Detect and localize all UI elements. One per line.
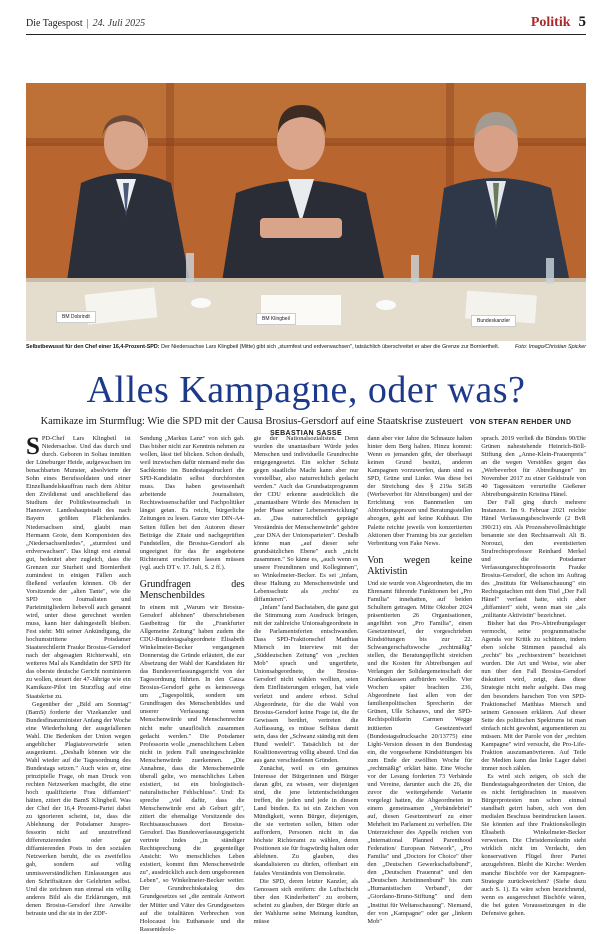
issue-date: 24. Juli 2025 (92, 17, 146, 29)
article-paragraph: Und sie wurde von Abgeordneten, die im Ehrenamt führende Funktionen bei „Pro Familia" innehatten, auf beiden Schultern getragen. Mitte Oktober 2024 präsentierten 26 Organisationen, angeführt von „Pro Familia", einen Gesetzentwurf, der vorgeschrieben Kindstötungen bis zur 22. Schwangerschaftswoche „rechtmäßig" stellen, die Beratungspflicht streichen und die Kosten für Abtreibungen auf Verlangen der Solidargemeinschaft der Krankenkassen aufbürden wollte. Vier Wochen später brachten 236, Abgeordnete fast allen von der familienpolitischen Sprecherin der Grünen, Ulle Schauws, und der SPD-Rechtspolitikerin Carmen Wegge initiierten Gesetzentwurf (Bundestagsdrucksache 20/13775) eine Light-Version dessen in den Bundestag ein, die vorgesehene Kindstötungen bis zum Ende der zwölften Woche für „rechtmäßig" erklärt hätte. Eine Woche vor der Lesung forderten 73 Verbände und Vereine, darunter auch die 26, die zuvor die weitergehende Variante vorgelegt hatten, die Abgeordneten in einem gemeinsamen „Verbändebrief" auf, diesen Gesetzentwurf zu einer Mehrheit im Parlament zu verhelfen. Die Unterzeichner des Appells reichen von „International Planned Parenthood Federation/ European Network", „Pro Familia" und „Doctors for Choice" über den „Deutschen Gewerkschaftsbund", den „Deutschen Frauenrat" und den „Deutschen Juristinnenbund" bis zum „Humanistischen Verband", der „Giordano-Bruno-Stiftung" und dem „Institut für Weltanschauung". Niemand, der von „Kampagne" oder gar „linkem Mob" (367, 579, 473, 925)
masthead (26, 14, 586, 32)
page-number: 5 (578, 14, 586, 30)
masthead-rule (26, 34, 586, 35)
newspaper-page (26, 0, 586, 933)
article-column-5 (481, 435, 586, 917)
subheading: Von wegen keine Aktivistin (367, 554, 473, 577)
article-column-4 (367, 435, 473, 925)
subheadline-text: Kamikaze im Sturmflug: Wie die SPD mit der Causa Brosius-Gersdorf auf eine Staatskrise zusteuert (40, 416, 464, 427)
article-paragraph: Sendung „Markus Lanz" von sich gab. Das bisher nicht zur Kenntnis nehmen zu wollen, lässt tief blicken. Schon deshalb, weil inzwischen dafür niemand mehr das Sachkonto im Bundestagsdruckeri die SPD-Kandidatin selbst durchforsten muss. Das haben gewissenhaft arbeitende Journalisten, Rechtswissenschaftler und Fachpolitiker längst getan. Es reicht, bürgerliche Zeitungen zu lesen. Ganze vier DIN-A4-Seiten füllen bei den Autoren dieser Beiträge die Zitate und nachgeprüften Fundstellen, die Brosius-Gersdorf als ungeeignet für das ihr angebotene Richteramt erscheinen lassen müssen (vgl. auch DT v. 17. Juli, S. 2 ff.). (139, 435, 245, 571)
article-paragraph: Zunächst, weil es ein genuines Interesse der Bürgerinnen und Bürger daran gibt, zu wissen, wer diejenigen sind, die jene letztentscheidungen treffen, die jeden und jede in diesem Land binden. Es ist ein Zeichen von Mündigkeit, wenn Bürger, diejenigen, die sie vertreten sollen, bitten oder auffordern, Personen nicht in das höchste Richteramt zu wählen, deren Positionen sie für fragwürdig halten oder ablehnen. Zu glauben, dies skandalisieren zu dürfen, offenbart ein fatales Verständnis von Demokratie. (253, 764, 359, 877)
caption-text: Der Niedersachse Lars Klingbeil (Mitte) gibt sich „sturmfest und erdverwachsen", tatsächlich überschreitet er aber die Grenze zur Bornierthelt. (161, 344, 500, 350)
article-paragraph: Bisher hat das Pro-Abtreibungslager vermocht, seine programmatische Agenda vor Kritik zu schützen, indem eben solche Stimmen pauschal als „rechts" bis „rechtsextrem" bezeichnet wurden. Die Art und Weise, wie aber nun über den Fall Brosius-Gersdorf diskutiert wird, zeigt, dass diese Strategie nicht mehr aufgeht. Das mag den besonders harschen Ton von SPD-Fraktionschef Matthias Miersch und seinem Genossen erklären. Auf dieser Seite des politischen Spektrums ist man einfach nicht gewohnt, argumentieren zu müssen. Mit der Parole von der „rechten Kampagne" wird versucht, die Pro-Life-Fraktion auszumanövrieren. Auf Teile der Medien kann das linke Lager dabei immer noch zählen. (481, 620, 586, 772)
paper-name: Die Tagespost (26, 17, 83, 29)
article-paragraph: „Infam" fand Bachstaben, die ganz gut die Stimmung zum Ausdruck bringen, mit der zahlreiche Unionsabgeordnete in die Parlamentsferien entschwanden. Dass SPD-Fraktionschef Matthias Miersch im Interview mit der „Süddeutschen Zeitung" von „rechten Mob" sprach und ungerührte, Unionsabgeordnete, die Brosius-Gersdorf nicht wählen wollten, seien dem Einflüsterungen erlegen, hat viele verletzt und andere erbost. Schul Abgeordnete, für die die Wahl von Brosius-Gersdorf keine Frage ist, die ihr Gewissen berührt, vertreten die Auffassung, es müsse Selbäus damit sein, dass der „Schwanz ständig mit dem Hund wedelt". Tatsächlich ist der Koalitionsvertrag völlig absurd. Und das aus ganz verschiedenen Gründen. (253, 603, 359, 764)
article-paragraph: Es wird sich zeigen, ob sich die Bundestagsabgeordneten der Union, die es nicht fertigbrachten in massiven Bürgerprotesten nun schon einmal standhaft geirrt haben, sich von den medialen Beschuss beeindrucken lassen. Sie könnten auf ihre Fraktionskollegin Elisabeth Winkelmeier-Becker verweisen. Die Christdemokratin steht wirklich nicht im Verdacht, den konservativen Flügel ihrer Partei anzugehören. Bleibt die Kirche: Werden manche Bischöfe vor der Kampagnen-Strategie zurückweichen? (Siehe dazu auch S. 1). Es wäre schon bezeichnend, wenn es ausgerechnet Bischöfe wären, die bei guten Voraussetzungen in die Defensive gehen. (481, 772, 586, 917)
article-columns (26, 433, 586, 933)
article-paragraph: sprach. 2019 verließ die Bündnis 90/Die Grünen nahestehende Heinrich-Böll-Stiftung den „Anne-Klein-Frauenpreis" an die wegen Verstößes gegen das „Werbeverbot für Abtreibungen" im November 2017 zu einer Geldstrafe von 40 Tagessätzen verurteilte Gießener Abtreibungsärztin Kristina Hänel. (481, 435, 586, 499)
paragraph-text: PD-Chef Lars Klingbeil ist Niedersachse. Und das durch und durch. Geboren in Soltau inmitten der Lüneburger Heide, aufgewachsen im benachbarten Munster, absolvierte der Sohn eines Berufssoldaten und einer Einzelhandelskauffrau nach dem Abitur den Zivildienst und anschließend das Studium der Politikwissenschaft in Hannover. Landeshauptstadt des nach Bayern größten Flächenlandes. Niedersachsen sind, glaubt man Hermann Grote, dem Komponisten des „Niedersachsenliedes", „sturmfest und erdverwachsen". Das klingt erst einmal gut, bedeutet aber zugleich, dass die Grenzen zur Sturheit und Borniertheit zumindest in einigen Fällen auch fließend verlaufen können. Ob der Vorsitzende der „alten Tante", wie die SPD von Journalisten und Parteimitgliedern liebevoll auch genannt wird, unter diese gerechnet werden muss, kann hier dahingestellt bleiben. Fest steht: Mit seiner Ankündigung, die hochumstrittene Potsdamer Staatsrechtlerin Frauke Brosius-Gersdorf nach der abgesagten Richterwahl, ein weiteres Mal als Kandidatin der SPD für das oberste deutsche Gericht nominieren zu wollen, steuert der 47-Jährige wie ein Kamikaze-Pilot im Sturzflug auf eine Staatskrise zu. (26, 435, 131, 700)
article-paragraph: Gegenüber der „Bild am Sonntag" (BamS) forderte der Vizekanzler und Bundesfinanzminister Anfang der Woche eine Wiederholung der ausgefallenen Wahl. Die Bedenken der Union wegen angeblicher Plagiatsvorwürfe seien ausgeräumt. „Deshalb können wir die Wahl wieder auf die Tagesordnung des Bundestags setzen." Auch wies er, eine prinzipielle Frage, ob man Druck von rechten Netzwerken machgibt, die eine hoch qualifizierte Frau diffamiert" hätten, zitiert die BamS Klingbeil. Was der Chef der 16,4 Prozent-Partei dabei zu ignorieren scheint, ist, dass die Ablehnung der Potsdamer Juraprofessorin nicht auf unzutreffend differenzierenden oder gar diffamierenden Posts in den sozialen Netzwerken beruht, die es zweifellos gab, sondern auf völlig unmissverständlichen Einlassungen aus den Schriftsätzen der Gelehrten selbst. Und die zeichnen nun einmal ein völlig anderes Bild als die Erklärungen, mit denen Brosius-Gersdorf ihre Anwälte betraute und die sie in der ZDF- (26, 700, 131, 917)
subheading: Grundfragen des Menschenbildes (139, 578, 245, 601)
article-paragraph: dann aber vier Jahre die Schnauze halten hinter dem Berg halten. Hinzu kommt: Wenn es jemanden gibt, der überhaupt keinen Grund besitzt, anderen Kampagnen vorzuwerfen, dann sind es SPD, Grüne und Linke. Was diese bei der Streichung des § 219a StGB (Werbeverbot für Abtreibungen) und der Errichtung von Bannmeilen um Abtreibungspraxen und Beratungsstellen abzogen, geht auf keine Kuhhaut. Die Palette reichte jeweils von konzertierten Aktionen über Framing bis zur gezielten Verbreitung von Fake News. (367, 435, 473, 547)
article-paragraph (26, 435, 131, 701)
article-column-2 (139, 435, 245, 933)
article-paragraph: Die SPD, deren letzter Kanzler, als Genossen sich ereifern: die Luftschicht über den Kinderbetten" zu erobern, scheint zu glauben, der Bürger dürfe an der Wahlurne seine Meinung kundtun, müsse (253, 877, 359, 925)
drop-cap: S (26, 433, 40, 460)
article-column-1 (26, 433, 131, 917)
article-paragraph: In einem mit „Warum wir Brosius-Gersdorf ablehnen" überschriebenen Gastbeitrag für die „Frankfurter Allgemeine Zeitung" haben zudem die CDU-Bundestagsabgeordnete Elisabeth Winkelmeier-Becker vergangenen Donnerstag die Gründe erläutert, die zur Absetzung der Wahl der Kandidaten für das Bundesverfassungsgericht von der Tagesordnung führten. In den Causa Brosius-Gersdorf gehe es keineswegs um „Tagespolitik, sondern um Grundfragen des Menschenbildes und unserer Verfassung: wenn Menschenwürde und Menschenrechte nicht mehr unauflöslich zusammen gedacht werden." Die Potsdamer Professorin wolle „menschlichem Leben nicht in jedem Fall uneingeschränkte Menschenwürde zuerkennen. „Die Annahme, dass die Menschenwürde überall gelte, wo menschliches Leben existiert, ist ein biologistisch-naturalistischer Fehlschluss". Und: Es spreche „viel dafür, dass die Menschenwürde erst ab Geburt gilt", zitiert die ehemalige Vorsitzende des Rechtsausschusses dort Brosius-Gersdorf. Das Bundesverfassungsgericht vertrete indes „in ständiger Rechtsprechung die gegenteilige Ansicht: Wo menschliches Leben existiert, kommt ihm Menschenwürde zu", ausdrücklich auch dem ungeborenen Leben", so Winkelmeier-Becker weiter. Der Grundrechtskatalog des Grundgesetzes sei „die zentrale Antwort der Mütter und Väter des Grundgesetzes auf die totalitären Verbrechen von Holocaust bis Euthanasie und die Rassenideolo- (139, 603, 245, 933)
masthead-right (531, 14, 586, 31)
photo-caption (26, 344, 586, 351)
masthead-separator: | (86, 17, 89, 29)
nameplate-right: Bundeskanzler (471, 315, 516, 327)
article-column-3 (253, 435, 359, 925)
article-paragraph: Der Fall ging durch mehrere Instanzen. Im 9. Februar 2021 reichte Hänel Verfassungsbeschwerde (2 BvR 390/21) ein. Als Prozessbevollmächtigte benannte sie den Rechtsanwalt Ali B. Norouzi, den eventstierten Strafrechtsprofessor Reinhard Merkel und die Potsdamer Verfassungsrechtsprofessorin Frauke Brosius-Gersdorf, die schon im Auftrag des „Instituts für Weltanschauung" ein Rechtsgutachten mit dem Titel „Der Fall Hänel" verfasst hatte, sich aber „diffamiert" sieht, wenn man sie „als „militante Aktivistin" bezeichnet. (481, 499, 586, 620)
nameplate-middle: BM Klingbeil (256, 313, 296, 325)
photo-illustration (26, 83, 586, 341)
byline: VON STEFAN REHDER UND SEBASTIAN SASSE (269, 419, 572, 437)
headline: Alles Kampagne, oder was? (86, 369, 526, 411)
photo-credit: Foto: Imago/Christian Spicker (514, 344, 586, 350)
article-paragraph: gie der Nationalsozialisten. Denn wurden die unantastbare Würde jedes Menschen und individuelle Grundrechte entgegengesetzt. Ein solcher Schutz gegen staatliche Macht kann aber nur vorstellbar, also naturrechtlich gedacht werden." Auch das Grundsatzprogramm der CDU erkenne ausdrücklich die „unantastbare Würde des Menschen in jeder Phase seiner Lebensentwicklung" an. „Das naturrechtlich geprägte Verständnis der Menschenwürde" gehöre „zur DNA der Unionsparteien". Deshalb könne man „auf dieser sehr grundsätzlichen Ebene" auch „nicht zusammen." So käme es, „auch wenn es unsere Freundinnen und Kolleginnen", so Winkelmeier-Becker. Es sei „infam, diese Haltung zu Menschenwürde und Lebensschutz als ‚rechts' zu diffamieren". (253, 435, 359, 603)
section-name: Politik (530, 14, 571, 30)
nameplate-left: BM Dobrindt (56, 311, 96, 323)
lead-photo (26, 83, 586, 341)
caption-lead: Selbstbewusst für den Chef einer 16,4-Prozent-SPD: (26, 344, 160, 350)
